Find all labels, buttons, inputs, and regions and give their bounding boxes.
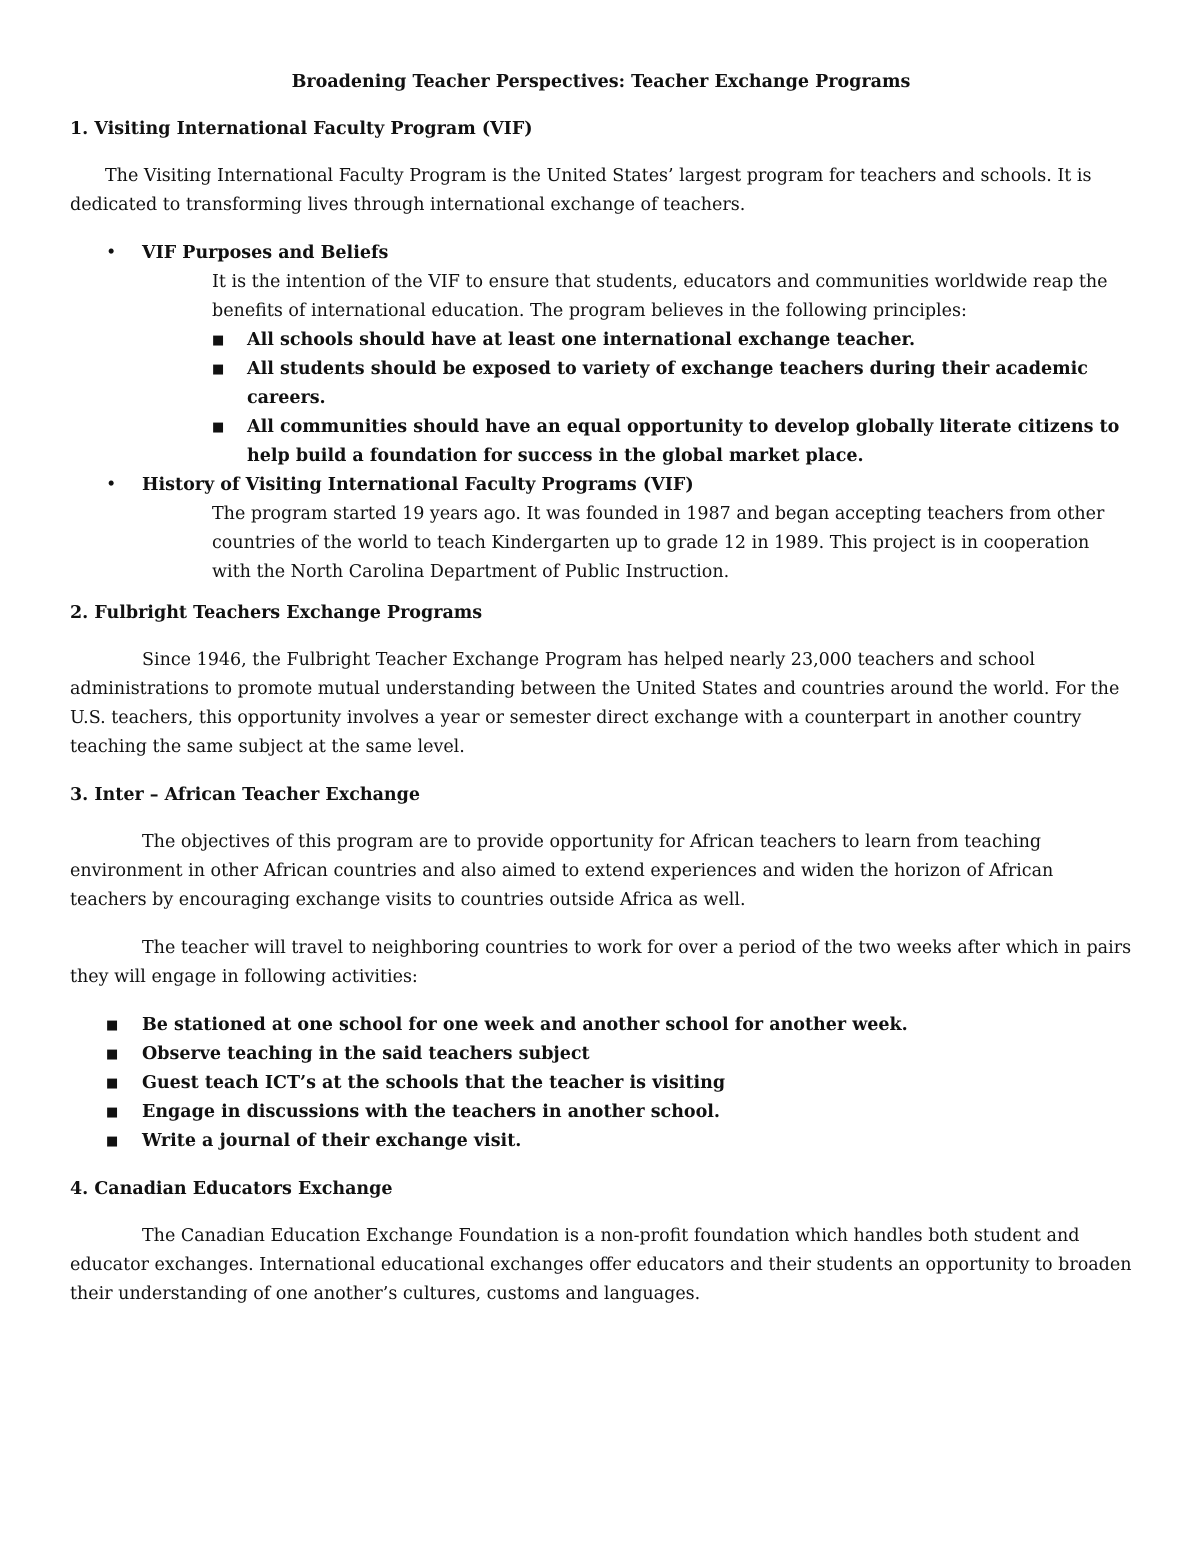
list-item xyxy=(70,1069,1132,1098)
bullet-heading: VIF Purposes and Beliefs xyxy=(142,243,389,263)
vif-bullet-list xyxy=(70,239,1132,587)
square-bullet-icon: ■ xyxy=(212,420,225,435)
list-item xyxy=(70,1098,1132,1127)
activity-text: Be stationed at one school for one week and another school for another week. xyxy=(142,1015,908,1035)
activity-text: Write a journal of their exchange visit. xyxy=(142,1131,522,1151)
principle-text: All schools should have at least one international exchange teacher. xyxy=(247,330,916,350)
section-canadian xyxy=(70,1175,1132,1309)
list-item xyxy=(176,413,1132,471)
section-paragraph: The objectives of this program are to provide opportunity for African teachers to learn from teaching environment in other African countries and also aimed to extend experiences and widen the horizon of African teachers by encouraging exchange visits to countries outside Africa as well. xyxy=(70,832,1054,910)
square-bullet-icon: ■ xyxy=(106,1105,119,1120)
list-item xyxy=(176,355,1132,413)
square-bullet-icon: ■ xyxy=(106,1018,119,1033)
document-title: Broadening Teacher Perspectives: Teacher Exchange Programs xyxy=(291,72,911,92)
document-page xyxy=(70,68,1132,1328)
section-heading: 2. Fulbright Teachers Exchange Programs xyxy=(70,603,483,623)
section-paragraph: Since 1946, the Fulbright Teacher Exchange Program has helped nearly 23,000 teachers and school administrations to promote mutual understanding between the United States and countries around the world. For the U.S. teachers, this opportunity involves a year or semester direct exchange with a counterpart in another country teaching the same subject at the same level. xyxy=(70,650,1120,757)
principle-text: All communities should have an equal opportunity to develop globally literate citizens to help build a foundation for success in the global market place. xyxy=(247,417,1120,466)
square-bullet-icon: ■ xyxy=(106,1047,119,1062)
bullet-icon: • xyxy=(106,243,117,263)
section-paragraph: The teacher will travel to neighboring countries to work for over a period of the two weeks after which in pairs they will engage in following activities: xyxy=(70,938,1132,987)
list-item xyxy=(70,1040,1132,1069)
square-bullet-icon: ■ xyxy=(106,1134,119,1149)
activities-list xyxy=(70,1011,1132,1156)
bullet-text: It is the intention of the VIF to ensure that students, educators and communities worldwide reap the benefits of international education. The program believes in the following principles: xyxy=(212,272,1108,321)
activity-text: Observe teaching in the said teachers subject xyxy=(142,1044,590,1064)
bullet-heading: History of Visiting International Faculty Programs (VIF) xyxy=(142,475,694,495)
list-item xyxy=(70,1011,1132,1040)
list-item xyxy=(70,239,1132,471)
section-intro: The Visiting International Faculty Program is the United States’ largest program for teachers and schools. It is dedicated to transforming lives through international exchange of teachers. xyxy=(70,166,1092,215)
section-vif xyxy=(70,115,1132,587)
square-bullet-icon: ■ xyxy=(212,333,225,348)
list-item xyxy=(70,1127,1132,1156)
section-inter-african xyxy=(70,781,1132,1156)
square-bullet-icon: ■ xyxy=(106,1076,119,1091)
section-heading: 4. Canadian Educators Exchange xyxy=(70,1179,393,1199)
activity-text: Engage in discussions with the teachers in another school. xyxy=(142,1102,721,1122)
square-bullet-icon: ■ xyxy=(212,362,225,377)
section-paragraph: The Canadian Education Exchange Foundation is a non-profit foundation which handles both student and educator exchanges. International educational exchanges offer educators and their students an opportunity to broaden their understanding of one another’s cultures, customs and languages. xyxy=(70,1226,1132,1304)
bullet-icon: • xyxy=(106,475,117,495)
section-heading: 1. Visiting International Faculty Program (VIF) xyxy=(70,119,533,139)
section-heading: 3. Inter – African Teacher Exchange xyxy=(70,785,421,805)
principle-text: All students should be exposed to variety of exchange teachers during their academic careers. xyxy=(247,359,1088,408)
list-item xyxy=(70,471,1132,587)
principles-list xyxy=(142,326,1132,471)
bullet-text: The program started 19 years ago. It was founded in 1987 and began accepting teachers from other countries of the world to teach Kindergarten up to grade 12 in 1989. This project is in cooperation with the North Carolina Department of Public Instruction. xyxy=(212,504,1105,582)
activity-text: Guest teach ICT’s at the schools that the teacher is visiting xyxy=(142,1073,726,1093)
section-fulbright xyxy=(70,599,1132,762)
list-item xyxy=(176,326,1132,355)
